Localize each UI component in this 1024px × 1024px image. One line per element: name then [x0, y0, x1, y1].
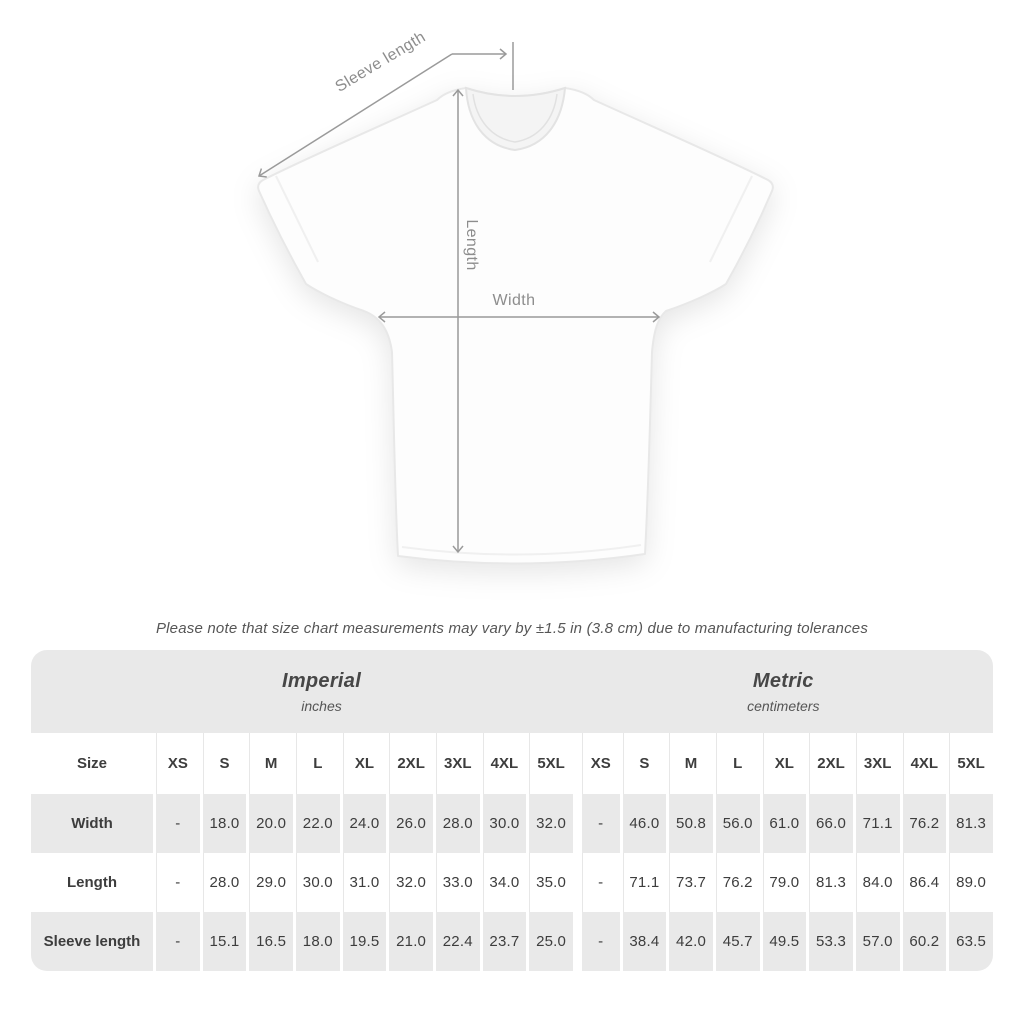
- value-cell: 57.0: [853, 912, 900, 971]
- value-cell: 23.7: [480, 912, 527, 971]
- value-cell: 42.0: [666, 912, 713, 971]
- value-cell: 28.0: [200, 853, 247, 912]
- value-cell: 45.7: [713, 912, 760, 971]
- size-col-header: L: [713, 733, 760, 794]
- tolerance-note: Please note that size chart measurements may vary by ±1.5 in (3.8 cm) due to manufacturing tolerances: [155, 620, 869, 637]
- metric-subtitle: centimeters: [747, 697, 820, 714]
- size-col-header: S: [620, 733, 667, 794]
- value-cell: 66.0: [806, 794, 853, 853]
- units-header-band: [31, 650, 993, 733]
- value-cell: 29.0: [246, 853, 293, 912]
- value-cell: -: [573, 912, 620, 971]
- length-row: [31, 853, 993, 912]
- value-cell: 63.5: [946, 912, 993, 971]
- value-cell: 79.0: [760, 853, 807, 912]
- value-cell: 19.5: [340, 912, 387, 971]
- size-col-header: 3XL: [853, 733, 900, 794]
- value-cell: 49.5: [760, 912, 807, 971]
- value-cell: 38.4: [620, 912, 667, 971]
- size-col-header: M: [666, 733, 713, 794]
- metric-header: [747, 670, 819, 714]
- value-cell: -: [573, 794, 620, 853]
- value-cell: 18.0: [200, 794, 247, 853]
- size-col-header: 3XL: [433, 733, 480, 794]
- value-cell: 20.0: [246, 794, 293, 853]
- value-cell: 31.0: [340, 853, 387, 912]
- value-cell: 21.0: [386, 912, 433, 971]
- imperial-title: Imperial: [281, 669, 362, 692]
- value-cell: 16.5: [246, 912, 293, 971]
- value-cell: 56.0: [713, 794, 760, 853]
- value-cell: 30.0: [293, 853, 340, 912]
- value-cell: 25.0: [526, 912, 573, 971]
- value-cell: 76.2: [900, 794, 947, 853]
- sleeve-length-row: [31, 912, 993, 971]
- size-col-header: XS: [153, 733, 200, 794]
- value-cell: 15.1: [200, 912, 247, 971]
- value-cell: 73.7: [666, 853, 713, 912]
- metric-title: Metric: [752, 669, 814, 692]
- value-cell: 86.4: [900, 853, 947, 912]
- width-row: [31, 794, 993, 853]
- value-cell: 35.0: [526, 853, 573, 912]
- value-cell: 18.0: [293, 912, 340, 971]
- value-cell: -: [153, 912, 200, 971]
- value-cell: 81.3: [946, 794, 993, 853]
- value-cell: 53.3: [806, 912, 853, 971]
- value-cell: 33.0: [433, 853, 480, 912]
- size-col-header: 2XL: [806, 733, 853, 794]
- value-cell: 46.0: [620, 794, 667, 853]
- value-cell: 60.2: [900, 912, 947, 971]
- size-col-header: 4XL: [480, 733, 527, 794]
- value-cell: 34.0: [480, 853, 527, 912]
- size-col-header: 4XL: [900, 733, 947, 794]
- size-col-header: 2XL: [386, 733, 433, 794]
- size-col-header: 5XL: [946, 733, 993, 794]
- value-cell: -: [573, 853, 620, 912]
- imperial-subtitle: inches: [301, 697, 342, 714]
- value-cell: 76.2: [713, 853, 760, 912]
- size-col-header: L: [293, 733, 340, 794]
- value-cell: 81.3: [806, 853, 853, 912]
- value-cell: 71.1: [853, 794, 900, 853]
- value-cell: 71.1: [620, 853, 667, 912]
- row-label: Length: [31, 853, 153, 912]
- value-cell: -: [153, 853, 200, 912]
- value-cell: 22.4: [433, 912, 480, 971]
- size-chart: [31, 650, 993, 971]
- value-cell: -: [153, 794, 200, 853]
- length-label: Length: [463, 219, 480, 271]
- value-cell: 32.0: [386, 853, 433, 912]
- sleeve-length-label: Sleeve length: [332, 28, 429, 96]
- width-label: Width: [492, 292, 536, 309]
- size-table: [31, 733, 993, 971]
- size-col-header: S: [200, 733, 247, 794]
- value-cell: 84.0: [853, 853, 900, 912]
- value-cell: 50.8: [666, 794, 713, 853]
- size-header-label: Size: [31, 733, 153, 794]
- size-col-header: 5XL: [526, 733, 573, 794]
- size-col-header: XL: [760, 733, 807, 794]
- size-col-header: M: [246, 733, 293, 794]
- value-cell: 61.0: [760, 794, 807, 853]
- value-cell: 26.0: [386, 794, 433, 853]
- value-cell: 89.0: [946, 853, 993, 912]
- size-header-row: [31, 733, 993, 794]
- tshirt-body: [258, 88, 773, 564]
- size-col-header: XL: [340, 733, 387, 794]
- value-cell: 30.0: [480, 794, 527, 853]
- row-label: Width: [31, 794, 153, 853]
- value-cell: 24.0: [340, 794, 387, 853]
- row-label: Sleeve length: [31, 912, 153, 971]
- value-cell: 22.0: [293, 794, 340, 853]
- imperial-header: [282, 670, 361, 714]
- value-cell: 28.0: [433, 794, 480, 853]
- size-col-header: XS: [573, 733, 620, 794]
- value-cell: 32.0: [526, 794, 573, 853]
